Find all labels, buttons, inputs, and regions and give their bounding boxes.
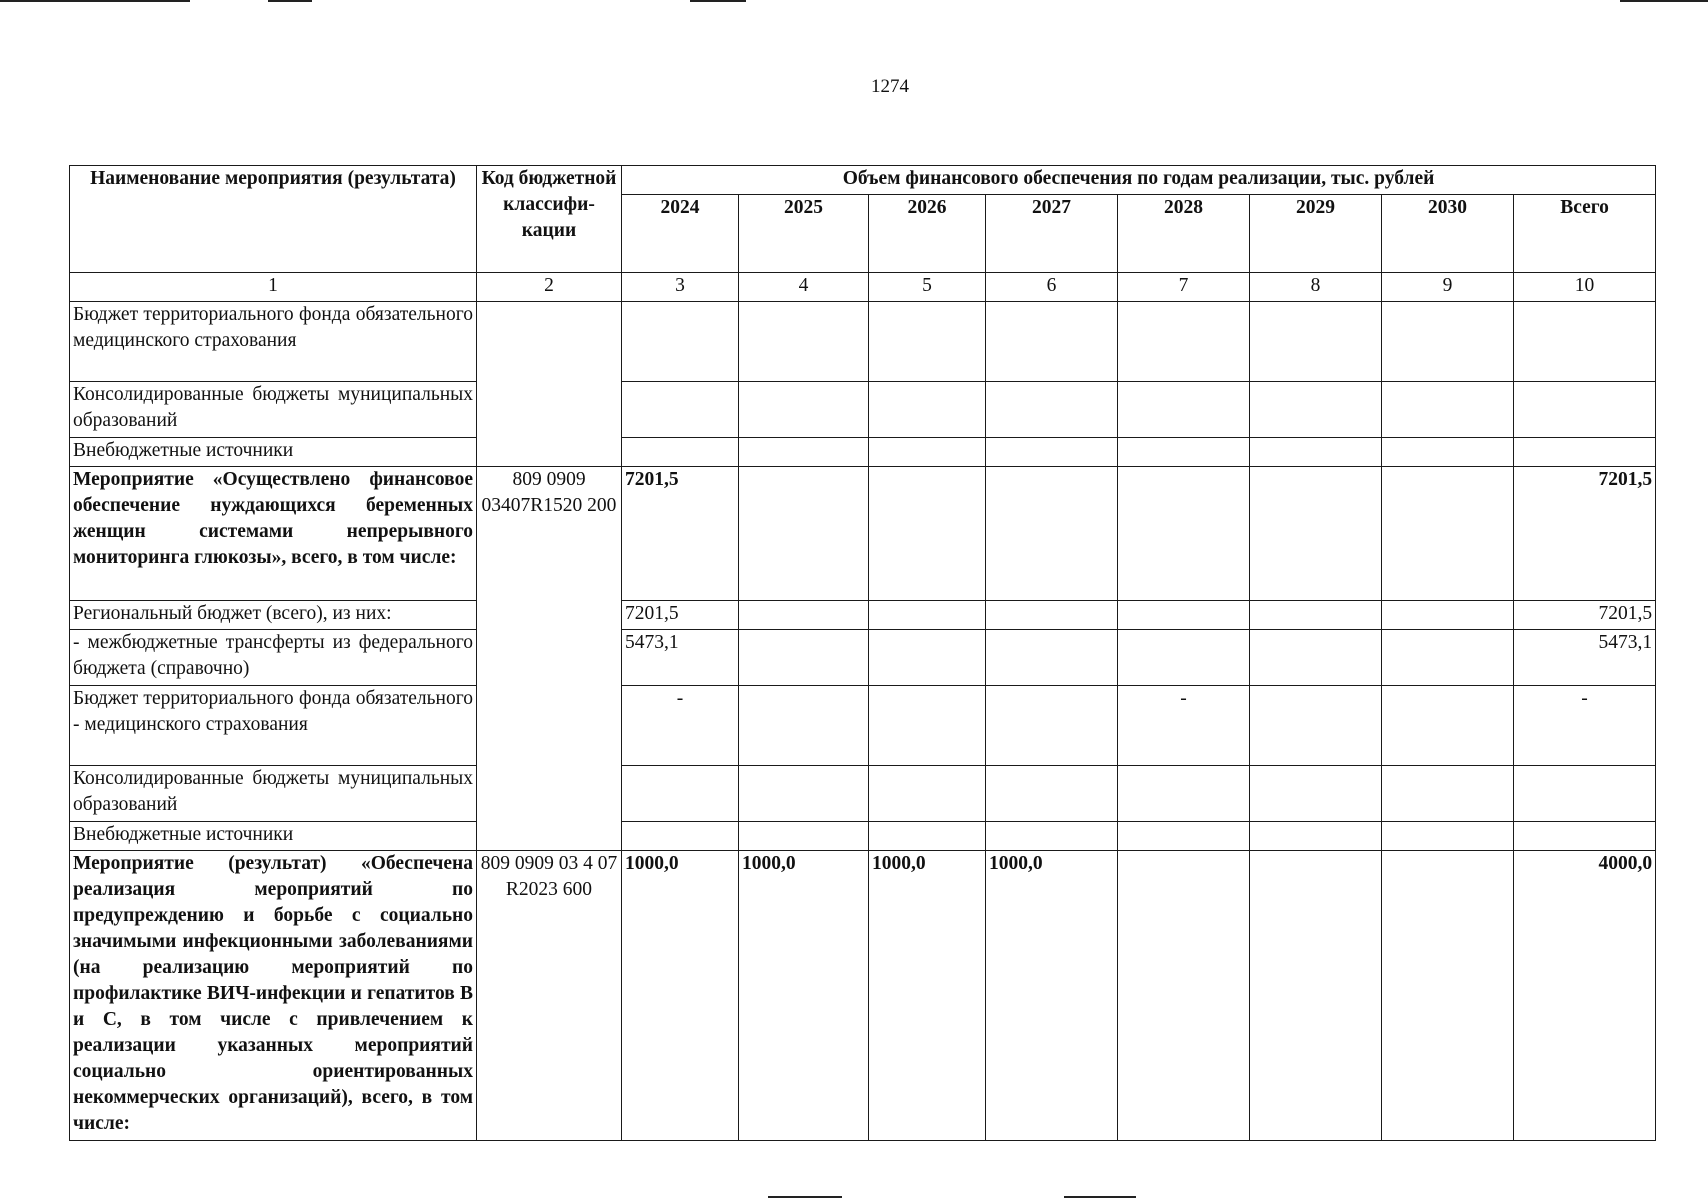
- row-value: [1250, 601, 1382, 630]
- measure-name: Мероприятие «Осуществлено финансовое обеспечение нуждающихся беременных женщин системами непрерывного мониторинга глюкозы», всего, в том числе:: [70, 467, 477, 601]
- row-value: [1382, 766, 1514, 822]
- row-value: [1382, 851, 1514, 1141]
- column-number: 5: [869, 273, 986, 302]
- row-value: [622, 302, 739, 382]
- row-value: [869, 467, 986, 601]
- row-value: [869, 686, 986, 766]
- row-value: [869, 382, 986, 438]
- row-total: [1514, 822, 1656, 851]
- row-name: Консолидированные бюджеты муниципальных образований: [70, 766, 477, 822]
- row-value: 7201,5: [622, 601, 739, 630]
- row-value: [1118, 302, 1250, 382]
- row-total: -: [1514, 686, 1656, 766]
- row-value: [739, 686, 869, 766]
- row-total: [1514, 766, 1656, 822]
- row-value: [1382, 630, 1514, 686]
- row-name: Региональный бюджет (всего), из них:: [70, 601, 477, 630]
- row-value: [1382, 302, 1514, 382]
- row-value: [1250, 630, 1382, 686]
- column-number: 6: [986, 273, 1118, 302]
- row-name: Внебюджетные источники: [70, 438, 477, 467]
- row-value: [1118, 601, 1250, 630]
- header-year: 2025: [739, 195, 869, 273]
- row-value: [986, 438, 1118, 467]
- row-value: [1382, 686, 1514, 766]
- row-value: [739, 630, 869, 686]
- row-value: [1382, 822, 1514, 851]
- row-value: [1118, 851, 1250, 1141]
- row-name: Бюджет территориального фонда обязательного - медицинского страхования: [70, 686, 477, 766]
- row-value: [986, 302, 1118, 382]
- table-row: [70, 467, 1656, 601]
- column-number: 3: [622, 273, 739, 302]
- row-value: [869, 438, 986, 467]
- header-total: Всего: [1514, 195, 1656, 273]
- header-funding-volume: Объем финансового обеспечения по годам реализации, тыс. рублей: [622, 166, 1656, 195]
- row-value: 1000,0: [739, 851, 869, 1141]
- table-row: [70, 438, 1656, 467]
- row-value: [986, 822, 1118, 851]
- scan-edge-rule: [1064, 1196, 1136, 1198]
- row-value: [1118, 822, 1250, 851]
- table-row: [70, 630, 1656, 686]
- scan-edge-rule: [1620, 0, 1708, 2]
- budget-code: 809 0909 03 4 07 R2023 600: [477, 851, 622, 1141]
- row-value: 7201,5: [622, 467, 739, 601]
- row-value: [986, 686, 1118, 766]
- table-row: [70, 382, 1656, 438]
- row-value: [1250, 467, 1382, 601]
- row-value: [986, 766, 1118, 822]
- row-value: [1382, 382, 1514, 438]
- row-total: [1514, 382, 1656, 438]
- column-numbers-row: [70, 273, 1656, 302]
- row-value: [869, 822, 986, 851]
- row-value: [1382, 438, 1514, 467]
- row-value: 1000,0: [869, 851, 986, 1141]
- scan-edge-rule: [268, 0, 312, 2]
- row-value: [1250, 438, 1382, 467]
- row-value: 1000,0: [986, 851, 1118, 1141]
- row-value: [869, 302, 986, 382]
- row-total: 7201,5: [1514, 601, 1656, 630]
- row-total: 4000,0: [1514, 851, 1656, 1141]
- table-row: [70, 686, 1656, 766]
- column-number: 7: [1118, 273, 1250, 302]
- header-year: 2029: [1250, 195, 1382, 273]
- row-value: [622, 382, 739, 438]
- row-name: Внебюджетные источники: [70, 822, 477, 851]
- row-value: [739, 467, 869, 601]
- row-name: Бюджет территориального фонда обязательного медицинского страхования: [70, 302, 477, 382]
- row-value: -: [1118, 686, 1250, 766]
- column-number: 10: [1514, 273, 1656, 302]
- scan-edge-rule: [690, 0, 746, 2]
- row-value: [1250, 382, 1382, 438]
- row-value: [986, 382, 1118, 438]
- row-value: [1118, 382, 1250, 438]
- row-name: - межбюджетные трансферты из федерального бюджета (справочно): [70, 630, 477, 686]
- row-total: [1514, 438, 1656, 467]
- table-row: [70, 601, 1656, 630]
- row-value: [739, 766, 869, 822]
- row-value: [1118, 766, 1250, 822]
- header-year: 2030: [1382, 195, 1514, 273]
- row-value: [622, 766, 739, 822]
- column-number: 9: [1382, 273, 1514, 302]
- row-value: [739, 822, 869, 851]
- table-row: [70, 766, 1656, 822]
- row-value: 5473,1: [622, 630, 739, 686]
- row-value: [739, 302, 869, 382]
- row-value: [869, 766, 986, 822]
- column-number: 4: [739, 273, 869, 302]
- column-number: 1: [70, 273, 477, 302]
- scan-edge-rule: [768, 1196, 842, 1198]
- row-value: [1382, 467, 1514, 601]
- row-value: [739, 382, 869, 438]
- row-value: [1250, 686, 1382, 766]
- row-value: [986, 601, 1118, 630]
- row-total: [1514, 302, 1656, 382]
- row-value: [986, 467, 1118, 601]
- row-value: 1000,0: [622, 851, 739, 1141]
- scan-edge-rule: [0, 0, 190, 2]
- row-value: [1118, 438, 1250, 467]
- row-value: [739, 601, 869, 630]
- row-value: [622, 822, 739, 851]
- page-number: 1274: [871, 76, 909, 97]
- measure-name: Мероприятие (результат) «Обеспечена реализация мероприятий по предупреждению и борьбе с социально значимыми инфекционными заболеваниями (на реализацию мероприятий по профилактике ВИЧ-инфекции и гепатитов В и С, в том числе с привлечением к реализации указанных мероприятий социально ориентированных некоммерческих организаций), всего, в том числе:: [70, 851, 477, 1141]
- row-value: [869, 630, 986, 686]
- header-budget-code: Код бюджетной классифи-кации: [477, 166, 622, 273]
- row-value: [1382, 601, 1514, 630]
- row-value: -: [622, 686, 739, 766]
- row-value: [1250, 822, 1382, 851]
- row-value: [1250, 851, 1382, 1141]
- row-total: 5473,1: [1514, 630, 1656, 686]
- table-row: [70, 302, 1656, 382]
- row-value: [622, 438, 739, 467]
- column-number: 2: [477, 273, 622, 302]
- column-number: 8: [1250, 273, 1382, 302]
- header-year: 2027: [986, 195, 1118, 273]
- header-year: 2028: [1118, 195, 1250, 273]
- header-year: 2026: [869, 195, 986, 273]
- row-value: [1250, 766, 1382, 822]
- financing-table: [69, 165, 1656, 1141]
- header-year: 2024: [622, 195, 739, 273]
- row-value: [986, 630, 1118, 686]
- row-total: 7201,5: [1514, 467, 1656, 601]
- row-value: [1250, 302, 1382, 382]
- row-value: [1118, 467, 1250, 601]
- row-code-empty: [477, 302, 622, 467]
- table-row: [70, 822, 1656, 851]
- row-value: [1118, 630, 1250, 686]
- row-value: [869, 601, 986, 630]
- row-name: Консолидированные бюджеты муниципальных образований: [70, 382, 477, 438]
- header-measure-name: Наименование мероприятия (результата): [70, 166, 477, 273]
- budget-code: 809 0909 03407R1520 200: [477, 467, 622, 851]
- row-value: [739, 438, 869, 467]
- table-row: [70, 851, 1656, 1141]
